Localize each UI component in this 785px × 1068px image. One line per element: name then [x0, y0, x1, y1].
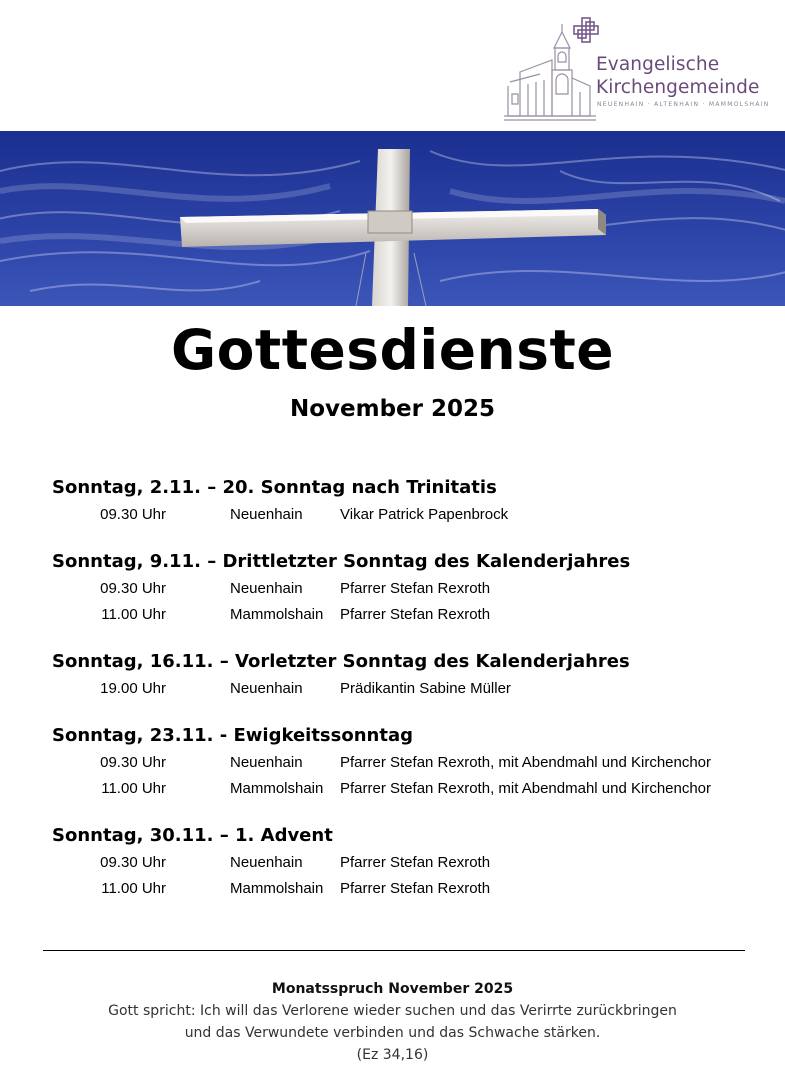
- service-place: Mammolshain: [230, 880, 324, 897]
- verse-line-1: Gott spricht: Ich will das Verlorene wieder suchen und das Verirrte zurückbringen: [108, 1003, 677, 1019]
- day-heading: Sonntag, 2.11. – 20. Sonntag nach Trinitatis: [52, 477, 497, 498]
- monthly-verse: [0, 978, 785, 1066]
- service-place: Neuenhain: [230, 680, 303, 697]
- day-block: [52, 824, 772, 902]
- service-place: Neuenhain: [230, 754, 303, 771]
- day-block: [52, 724, 772, 802]
- day-heading: Sonntag, 23.11. - Ewigkeitssonntag: [52, 725, 413, 746]
- service-row: [52, 502, 772, 528]
- logo-name-line1: Evangelische: [596, 54, 720, 75]
- service-place: Mammolshain: [230, 606, 324, 623]
- verse-line-2: und das Verwundete verbinden und das Schwache stärken.: [184, 1025, 601, 1041]
- service-time: 09.30 Uhr: [100, 506, 166, 523]
- service-leader: Pfarrer Stefan Rexroth, mit Abendmahl und Kirchenchor: [340, 780, 712, 797]
- service-row: [52, 876, 772, 902]
- logo-wordmark: [596, 53, 760, 99]
- church-building-icon: [500, 12, 600, 124]
- church-logo: [500, 12, 780, 124]
- service-time: 09.30 Uhr: [100, 754, 166, 771]
- page-title: Gottesdienste: [170, 318, 615, 382]
- page-subtitle: November 2025: [289, 396, 496, 422]
- verse-reference: (Ez 34,16): [356, 1047, 429, 1063]
- service-time: 11.00 Uhr: [101, 606, 166, 623]
- divider-line: [43, 950, 745, 951]
- service-time: 11.00 Uhr: [101, 880, 166, 897]
- logo-name-line2: Kirchengemeinde: [596, 77, 760, 98]
- service-time: 09.30 Uhr: [100, 854, 166, 871]
- day-heading: Sonntag, 9.11. – Drittletzter Sonntag des Kalenderjahres: [52, 551, 631, 572]
- verse-title: Monatsspruch November 2025: [271, 981, 514, 997]
- service-schedule: [52, 476, 772, 924]
- service-place: Neuenhain: [230, 506, 303, 523]
- service-leader: Pfarrer Stefan Rexroth: [340, 854, 491, 871]
- service-leader: Pfarrer Stefan Rexroth: [340, 880, 491, 897]
- service-time: 19.00 Uhr: [100, 680, 166, 697]
- day-heading: Sonntag, 16.11. – Vorletzter Sonntag des Kalenderjahres: [52, 651, 630, 672]
- service-row: [52, 676, 772, 702]
- logo-locations: NEUENHAIN · ALTENHAIN · MAMMOLSHAIN: [597, 101, 770, 108]
- service-leader: Prädikantin Sabine Müller: [340, 680, 511, 697]
- service-place: Neuenhain: [230, 580, 303, 597]
- service-leader: Pfarrer Stefan Rexroth: [340, 606, 491, 623]
- service-time: 09.30 Uhr: [100, 580, 166, 597]
- hero-cross-image: [0, 131, 785, 306]
- service-place: Neuenhain: [230, 854, 303, 871]
- day-block: [52, 476, 772, 528]
- service-row: [52, 750, 772, 776]
- service-leader: Pfarrer Stefan Rexroth, mit Abendmahl und Kirchenchor: [340, 754, 712, 771]
- day-block: [52, 550, 772, 628]
- service-row: [52, 850, 772, 876]
- service-leader: Vikar Patrick Papenbrock: [340, 506, 509, 523]
- service-time: 11.00 Uhr: [101, 780, 166, 797]
- cross-icon: [0, 131, 785, 306]
- service-row: [52, 776, 772, 802]
- day-block: [52, 650, 772, 702]
- service-place: Mammolshain: [230, 780, 324, 797]
- service-row: [52, 602, 772, 628]
- day-heading: Sonntag, 30.11. – 1. Advent: [52, 825, 333, 846]
- service-row: [52, 576, 772, 602]
- service-leader: Pfarrer Stefan Rexroth: [340, 580, 491, 597]
